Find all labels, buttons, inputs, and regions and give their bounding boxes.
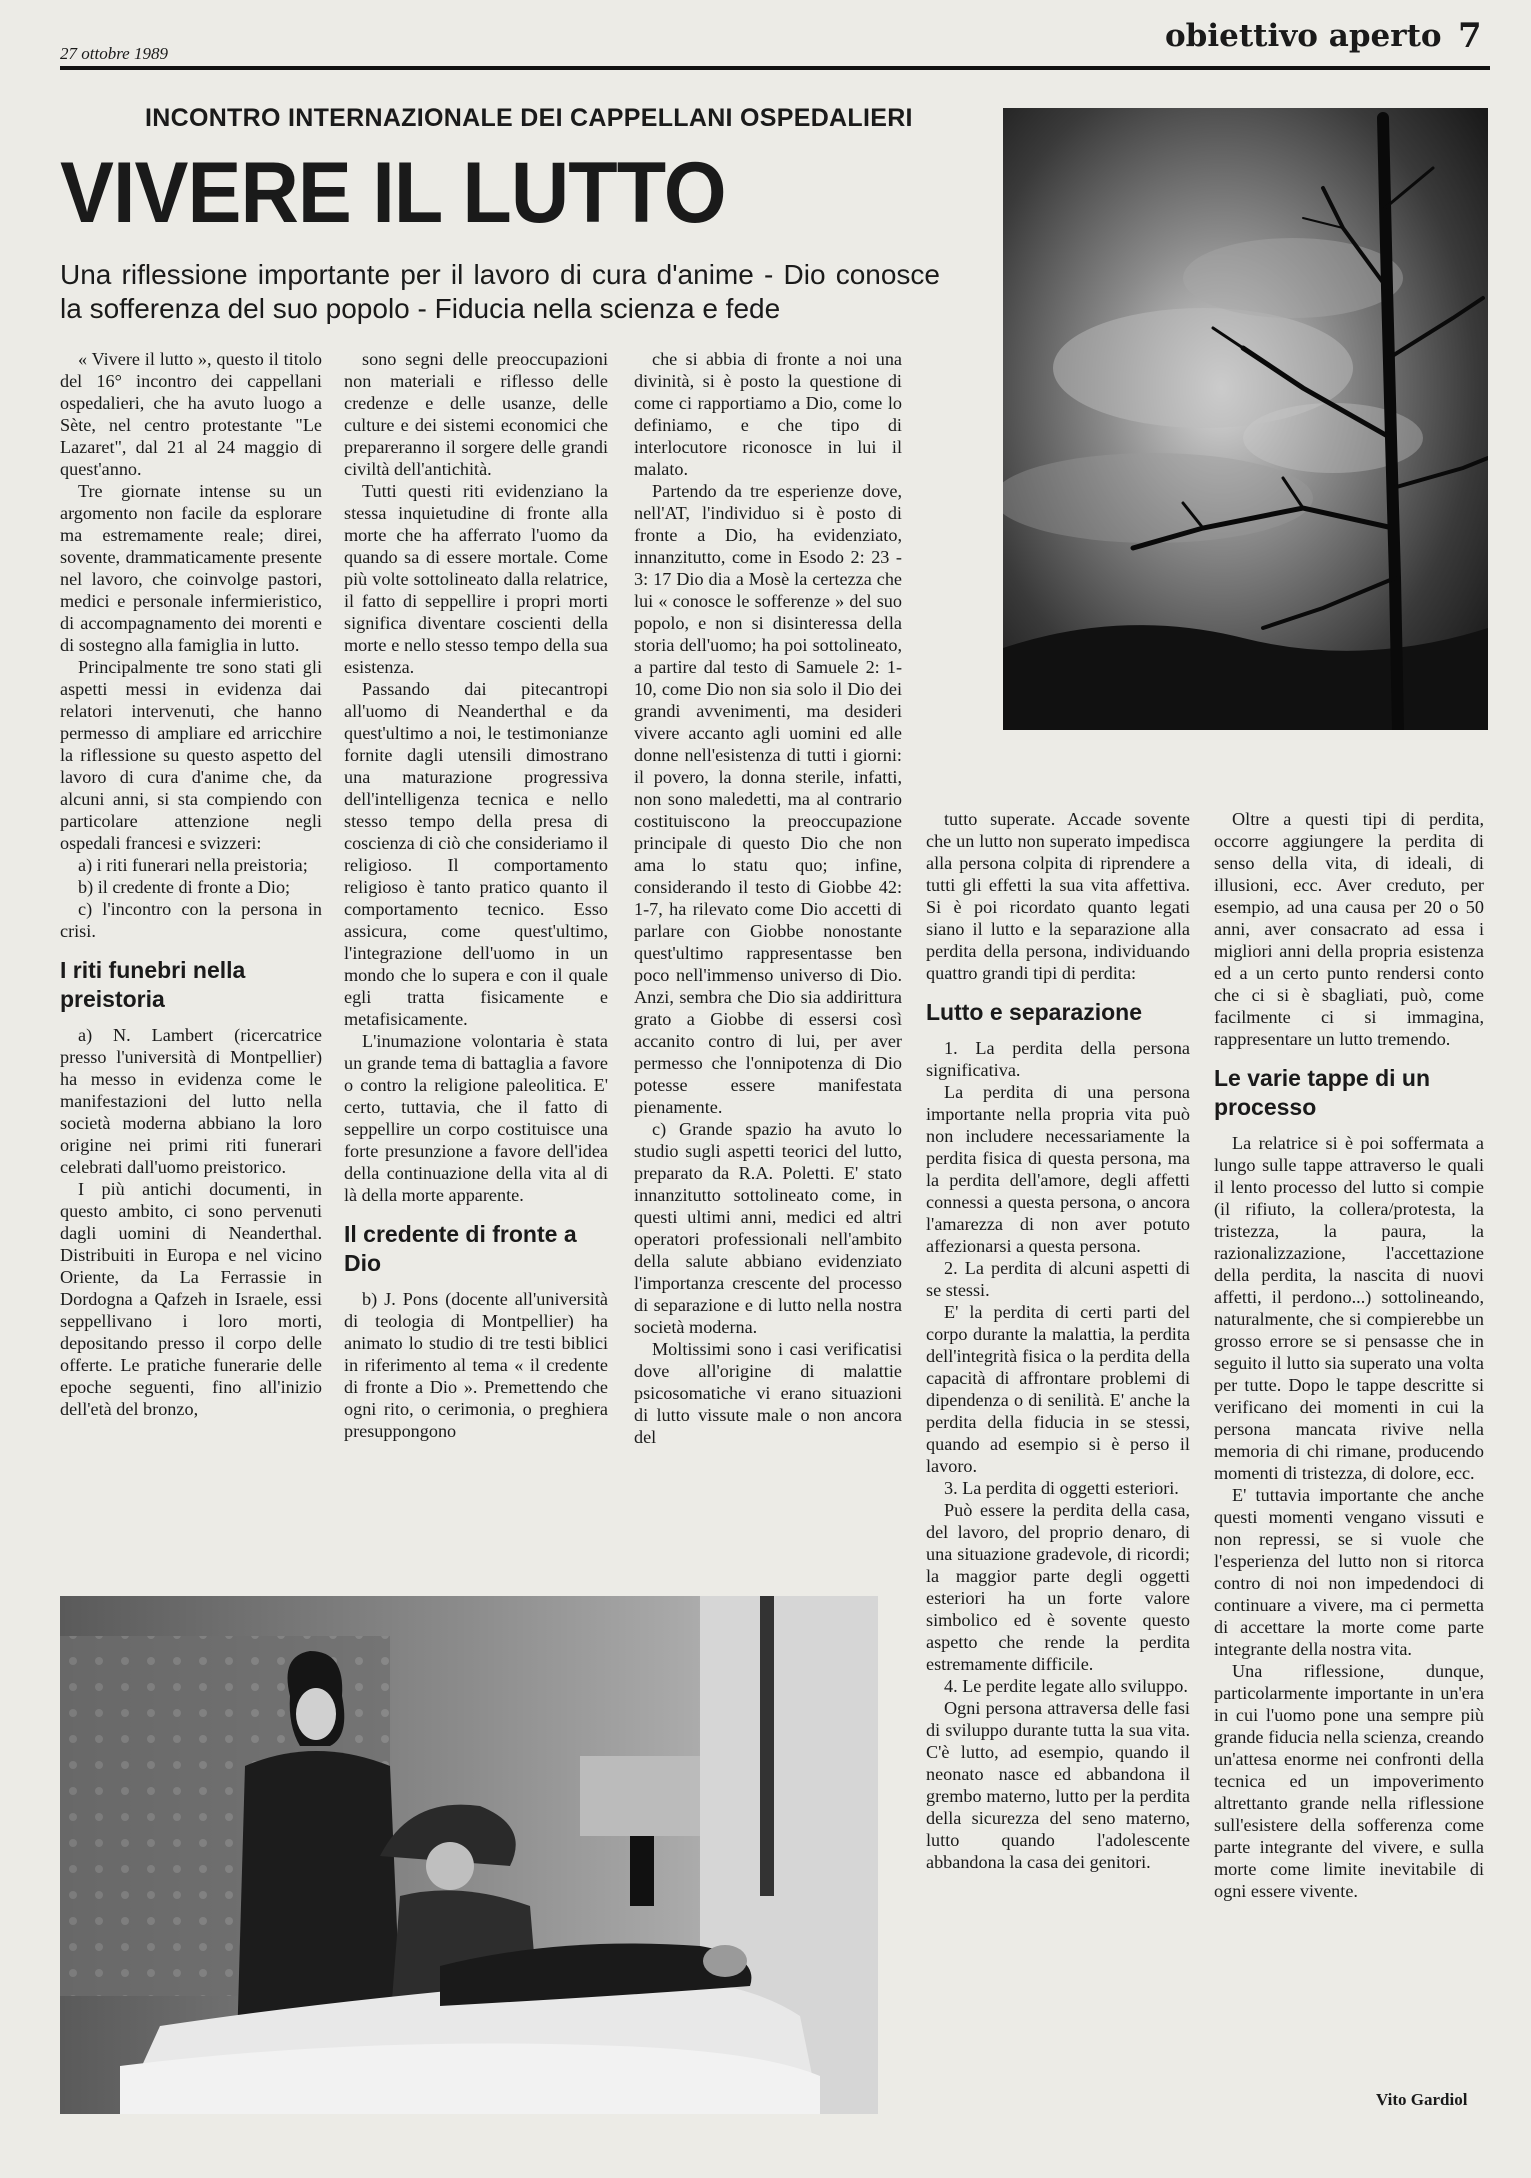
mourning-photo	[60, 1596, 878, 2114]
col1-paragraph: I più antichi documenti, in questo ambito, ci sono pervenuti dagli uomini di Neanderthal. Distribuiti in Europa e nel vicino Oriente, da La Ferrassie in Dordogna a Qafzeh in Israele, essi seppellivano i loro morti, depositando presso il corpo delle offerte. Le pratiche funerarie delle epoche seguenti, fino all'inizio dell'età del bronzo,	[60, 1179, 322, 1419]
tree-photo-graphic	[1003, 108, 1488, 730]
author-signature: Vito Gardiol	[1376, 2090, 1468, 2109]
section-heading-lutto: Lutto e separazione	[926, 999, 1142, 1025]
col4-paragraph: tutto superate. Accade sovente che un lutto non superato impedisca alla persona colpita di riprendere a tutti gli effetti la sua vita affettiva. Si è poi ricordato quanto legati siano il lutto e la separazione alla perdita della persona, individuando quattro grandi tipi di perdita:	[926, 809, 1190, 983]
col4-paragraph: Ogni persona attraversa delle fasi di sviluppo durante tutta la sua vita. C'è lutto, ad esempio, quando il neonato nasce ed abbandona il grembo materno, lutto per la perdita della sicurezza del seno materno, lutto quando l'adolescente abbandona la casa dei genitori.	[926, 1698, 1190, 1872]
col1-paragraph: a) i riti funerari nella preistoria;	[78, 855, 308, 875]
col3-paragraph: c) Grande spazio ha avuto lo studio sugli aspetti teorici del lutto, preparato da R.A. Poletti. E' stato innanzitutto sottolineato come, in questi ultimi anni, medici ed altri operatori professionali nell'ambito della salute abbiano evidenziato l'importanza crescente del processo di separazione e di lutto nella nostra società moderna.	[634, 1119, 902, 1337]
section-heading-credente: Il credente di fronte a Dio	[344, 1221, 577, 1276]
col5-paragraph: Oltre a questi tipi di perdita, occorre aggiungere la perdita di senso della vita, di ideali, di illusioni, ecc. Aver creduto, per esempio, ad una causa per 20 o 50 anni, aver consacrato ad essa i migliori anni della propria esistenza ed a un certo punto rendersi conto che ci si è sbagliati, può, come facilmente ci si immagina, rappresentare un lutto tremendo.	[1214, 809, 1484, 1049]
col1-paragraph: a) N. Lambert (ricercatrice presso l'università di Montpellier) ha messo in evidenza come le manifestazioni del lutto nella società moderna abbiano la loro origine nei primi riti funerari celebrati dall'uomo preistorico.	[60, 1025, 322, 1177]
article-column-3	[634, 348, 902, 1448]
col1-paragraph: b) il credente di fronte a Dio;	[78, 877, 291, 897]
col3-paragraph: Moltissimi sono i casi verificatisi dove all'origine di malattie psicosomatiche vi erano situazioni di lutto vissute male o non ancora del	[634, 1339, 902, 1447]
publication-name: obiettivo aperto	[1165, 18, 1442, 54]
col1-paragraph: Tre giornate intense su un argomento non facile da esplorare ma estremamente reale; direi, sovente, drammaticamente presente nel lavoro, che coinvolge pastori, medici e personale infermieristico, di accompagnamento dei morenti e di sostegno alla famiglia in lutto.	[60, 481, 322, 655]
col5-paragraph: Una riflessione, dunque, particolarmente importante in un'era in cui l'uomo pone una sempre più grande fiducia nella scienza, creando un'attesa enorme nei confronti della tecnica ed un impoverimento altrettanto grande nella riflessione sull'esistere della sofferenza come parte integrante del vivere, e sulla morte come limite inevitabile di ogni essere vivente.	[1214, 1661, 1484, 1901]
col4-paragraph: 4. Le perdite legate allo sviluppo.	[944, 1676, 1188, 1696]
article-column-5	[1214, 808, 1484, 1902]
tree-photo	[1003, 108, 1488, 730]
col2-paragraph: Passando dai pitecantropi all'uomo di Neanderthal e da quest'ultimo a noi, le testimonianze fornite dagli utensili dimostrano una maturazione progressiva dell'intelligenza tecnica e nello stesso tempo della presa di coscienza di ciò che consideriamo il religioso. Il comportamento religioso è tanto pratico quanto il comportamento tecnico. Esso assicura, come quest'ultimo, l'integrazione dell'uomo in un mondo che lo supera e con il quale egli tratta fisicamente e metafisicamente.	[344, 679, 608, 1029]
col4-paragraph: La perdita di una persona importante nella propria vita può non includere necessariamente la perdita fisica di questa persona, ma la perdita dell'amore, degli affetti connessi a questa persona, o ancora l'amarezza di non aver potuto affezionarsi a questa persona.	[926, 1082, 1190, 1256]
section-heading-tappe: Le varie tappe di un processo	[1214, 1065, 1430, 1120]
issue-date: 27 ottobre 1989	[60, 44, 168, 63]
col2-paragraph: L'inumazione volontaria è stata un grande tema di battaglia a favore o contro la religione paleolitica. E' certo, tuttavia, che il fatto di seppellire un corpo costituisce una forte presunzione a favore dell'idea della continuazione della vita al di là della morte apparente.	[344, 1031, 608, 1205]
page-number: 7	[1458, 16, 1482, 56]
article-column-1	[60, 348, 322, 1420]
article-title: VIVERE IL LUTTO	[60, 145, 726, 241]
col3-paragraph: Partendo da tre esperienze dove, nell'AT, l'individuo si è posto di fronte a Dio, ha evidenziato, innanzitutto, come in Esodo 2: 23 - 3: 17 Dio dia a Mosè la certezza che lui « conosce le sofferenze » del suo popolo, e non si disinteressa della storia dell'uomo; ha poi sottolineato, a partire dal testo di Samuele 2: 1-10, come Dio non sia solo il Dio dei grandi avvenimenti, ma desideri vivere accanto agli uomini ed alle donne nell'esistenza di tutti i giorni: il povero, la donna sterile, infatti, non sono maledetti, ma al contrario costituiscono la preoccupazione principale di questo Dio che non ama lo statu quo; infine, considerando il testo di Giobbe 42: 1-7, ha rilevato come Dio accetti di parlare con Giobbe nonostante quest'ultimo rappresentasse ben poco nell'immenso universo di Dio. Anzi, sembra che Dio sia addirittura grato a Giobbe di essersi così accanito contro di lui, per aver permesso che l'onnipotenza di Dio potesse essere manifestata pienamente.	[634, 481, 902, 1117]
col4-paragraph: 2. La perdita di alcuni aspetti di se stessi.	[926, 1258, 1190, 1300]
col4-paragraph: 3. La perdita di oggetti esteriori.	[944, 1478, 1179, 1498]
col1-paragraph: c) l'incontro con la persona in crisi.	[60, 899, 322, 941]
col1-paragraph: « Vivere il lutto », questo il titolo del 16° incontro dei cappellani ospedalieri, che ha avuto luogo a Sète, nel centro protestante "Le Lazaret", dal 21 al 24 maggio di quest'anno.	[60, 349, 322, 479]
article-column-4	[926, 808, 1190, 1873]
col2-paragraph: b) J. Pons (docente all'università di teologia di Montpellier) ha animato lo studio di tre testi biblici in riferimento al tema « il credente di fronte a Dio ». Premettendo che ogni rito, o cerimonia, o preghiera presuppongono	[344, 1289, 608, 1441]
col2-paragraph: Tutti questi riti evidenziano la stessa inquietudine di fronte alla morte che ha afferrato l'uomo da quando sa di essere mortale. Come più volte sottolineato dalla relatrice, il fatto di seppellire i propri morti significa diventare coscienti della morte e nello stesso tempo della sua esistenza.	[344, 481, 608, 677]
col4-paragraph: 1. La perdita della persona significativa.	[926, 1038, 1190, 1080]
col2-paragraph: sono segni delle preoccupazioni non materiali e riflesso delle credenze e delle usanze, delle culture e dei sistemi economici che prepareranno il sorgere delle grandi civiltà dell'antichità.	[344, 349, 608, 479]
section-heading-riti: I riti funebri nella preistoria	[60, 957, 246, 1012]
mourning-photo-graphic	[60, 1596, 878, 2114]
header-rule	[60, 66, 1490, 70]
article-kicker: INCONTRO INTERNAZIONALE DEI CAPPELLANI OSPEDALIERI	[145, 104, 913, 132]
col4-paragraph: E' la perdita di certi parti del corpo durante la malattia, la perdita dell'integrità fisica o la perdita della capacità di affrontare problemi di dipendenza o di senilità. E' anche la perdita della fiducia in se stessi, quando ad esempio si è perso il lavoro.	[926, 1302, 1190, 1476]
article-column-2	[344, 348, 608, 1442]
col1-paragraph: Principalmente tre sono stati gli aspetti messi in evidenza dai relatori intervenuti, che hanno permesso di ampliare ed arricchire la riflessione su questo aspetto del lavoro di cura d'anime che, da alcuni anni, si sta compiendo con particolare attenzione negli ospedali francesi e svizzeri:	[60, 657, 322, 853]
col4-paragraph: Può essere la perdita della casa, del lavoro, del proprio denaro, di una situazione gradevole, di ricordi; la maggior parte degli oggetti esteriori ha un forte valore simbolico ed è sovente questo aspetto che rende la perdita estremamente difficile.	[926, 1500, 1190, 1674]
col5-paragraph: La relatrice si è poi soffermata a lungo sulle tappe attraverso le quali il lento processo del lutto si compie (il rifiuto, la collera/protesta, la tristezza, la paura, la razionalizzazione, l'accettazione della perdita, la nascita di nuovi affetti, il perdono...) sottolineando, naturalmente, che si compierebbe un grosso errore se si pensasse che in seguito il lutto sia superato una volta per tutte. Dopo le tappe descritte si verificano dei momenti in cui la persona mancata rivive nella memoria di chi rimane, producendo momenti di tristezza, di dolore, ecc.	[1214, 1133, 1484, 1483]
col3-paragraph: che si abbia di fronte a noi una divinità, si è posto la questione di come ci rapportiamo a Dio, come lo definiamo, e che tipo di interlocutore riconosce in lui il malato.	[634, 349, 902, 479]
article-subtitle: Una riflessione importante per il lavoro di cura d'anime - Dio conosce la sofferenza del suo popolo - Fiducia nella scienza e fede	[60, 259, 940, 324]
col5-paragraph: E' tuttavia importante che anche questi momenti vengano vissuti e non repressi, se si vuole che l'esperienza del lutto non si ritorca contro di noi non impedendoci di continuare a vivere, ma ci permetta di accettare la morte come parte integrante della nostra vita.	[1214, 1485, 1484, 1659]
